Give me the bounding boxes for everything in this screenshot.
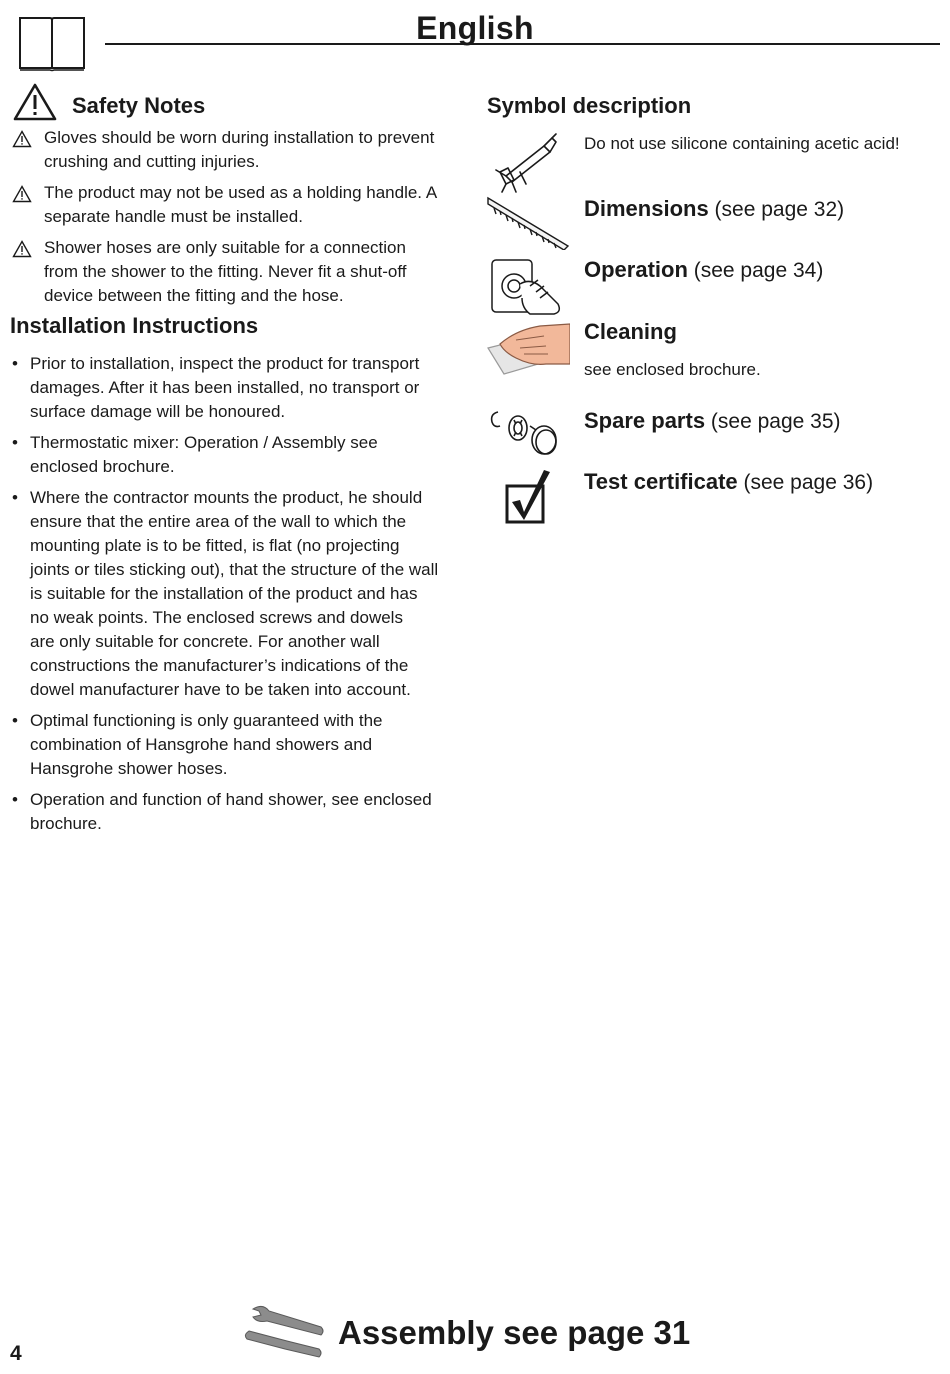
symbol-spare-parts-label: Spare parts (584, 408, 706, 433)
list-item-line: enclosed brochure. (30, 457, 175, 476)
page-number: 4 (10, 1342, 22, 1365)
symbol-dimensions-label: Dimensions (584, 196, 709, 221)
list-item-line: dowel manufacturer have to be taken into account. (30, 680, 411, 699)
list-item-line: surface damage will be honoured. (30, 402, 286, 421)
checkbox-icon (486, 468, 570, 528)
list-item (10, 352, 465, 424)
installation-list (10, 352, 465, 843)
list-item-line: damages. After it has been installed, no transport or (30, 378, 420, 397)
list-item-line: Prior to installation, inspect the product for transport (30, 354, 420, 373)
symbol-description-title: Symbol description (487, 93, 692, 118)
installation-title: Installation Instructions (10, 313, 259, 338)
spare-parts-icon (486, 404, 570, 464)
symbol-test-certificate-page: (see page 36) (737, 471, 874, 494)
list-item-line: Operation and function of hand shower, see enclosed (30, 790, 432, 809)
list-item-line: combination of Hansgrohe hand showers and (30, 735, 373, 754)
bullet: • (12, 354, 18, 373)
symbol-test-certificate-label: Test certificate (584, 469, 738, 494)
list-item-line: joints or tiles sticking out), that the structure of the wall (30, 560, 439, 579)
page-title: English (416, 10, 534, 46)
warning-icon (12, 240, 32, 258)
bullet: • (12, 711, 18, 730)
safety-note-line: crushing and cutting injuries. (44, 152, 260, 171)
warning-icon (12, 185, 32, 203)
safety-note-line: device between the fitting and the hose. (44, 286, 344, 305)
symbol-spare-parts-page: (see page 35) (705, 410, 841, 433)
safety-notes-title: Safety Notes (72, 93, 206, 118)
list-item-line: Optimal functioning is only guaranteed with the (30, 711, 383, 730)
symbol-dimensions (584, 194, 934, 227)
symbol-cleaning (584, 317, 934, 347)
symbol-operation (584, 255, 934, 288)
symbol-dimensions-page: (see page 32) (708, 198, 845, 221)
list-item-line: ensure that the entire area of the wall to which the (30, 512, 407, 531)
book-icon (18, 16, 86, 72)
list-item-line: Hansgrohe shower hoses. (30, 759, 228, 778)
list-item-line: Thermostatic mixer: Operation / Assembly see (30, 433, 378, 452)
list-item-line: are only suitable for concrete. For another wall (30, 632, 380, 651)
safety-note (12, 181, 468, 229)
list-item-line: no weak points. The enclosed screws and dowels (30, 608, 403, 627)
warning-icon (13, 83, 57, 121)
hand-cleaning-icon (486, 320, 570, 376)
safety-note-line: Shower hoses are only suitable for a connection (44, 238, 406, 257)
assembly-reference: Assembly see page 31 (338, 1314, 691, 1351)
list-item-line: Where the contractor mounts the product, he should (30, 488, 423, 507)
symbol-cleaning-note: see enclosed brochure. (584, 360, 761, 379)
silicone-gun-icon (486, 132, 570, 194)
safety-note-line: Gloves should be worn during installation to prevent (44, 128, 435, 147)
bullet: • (12, 488, 18, 507)
ruler-icon (486, 194, 570, 250)
hand-operating-icon (486, 256, 570, 316)
list-item (10, 486, 465, 702)
warning-icon (12, 130, 32, 148)
symbol-operation-page: (see page 34) (687, 259, 824, 282)
safety-note (12, 126, 468, 174)
symbol-test-certificate (584, 467, 934, 500)
safety-note-line: separate handle must be installed. (44, 207, 303, 226)
list-item-line: mounting plate is to be fitted, is flat (no projecting (30, 536, 400, 555)
symbol-operation-label: Operation (584, 257, 688, 282)
list-item-line: is suitable for the installation of the product and has (30, 584, 418, 603)
safety-note (12, 236, 468, 308)
symbol-spare-parts (584, 406, 934, 439)
list-item (10, 788, 465, 836)
tools-icon (243, 1303, 325, 1359)
symbol-cleaning-label: Cleaning (584, 319, 677, 344)
list-item (10, 431, 465, 479)
safety-note-line: from the shower to the fitting. Never fit a shut-off (44, 262, 407, 281)
bullet: • (12, 790, 18, 809)
list-item (10, 709, 465, 781)
list-item-line: constructions the manufacturer’s indications of the (30, 656, 409, 675)
bullet: • (12, 433, 18, 452)
safety-note-line: The product may not be used as a holding handle. A (44, 183, 438, 202)
list-item-line: brochure. (30, 814, 102, 833)
silicone-warning-text: Do not use silicone containing acetic acid! (584, 134, 900, 153)
